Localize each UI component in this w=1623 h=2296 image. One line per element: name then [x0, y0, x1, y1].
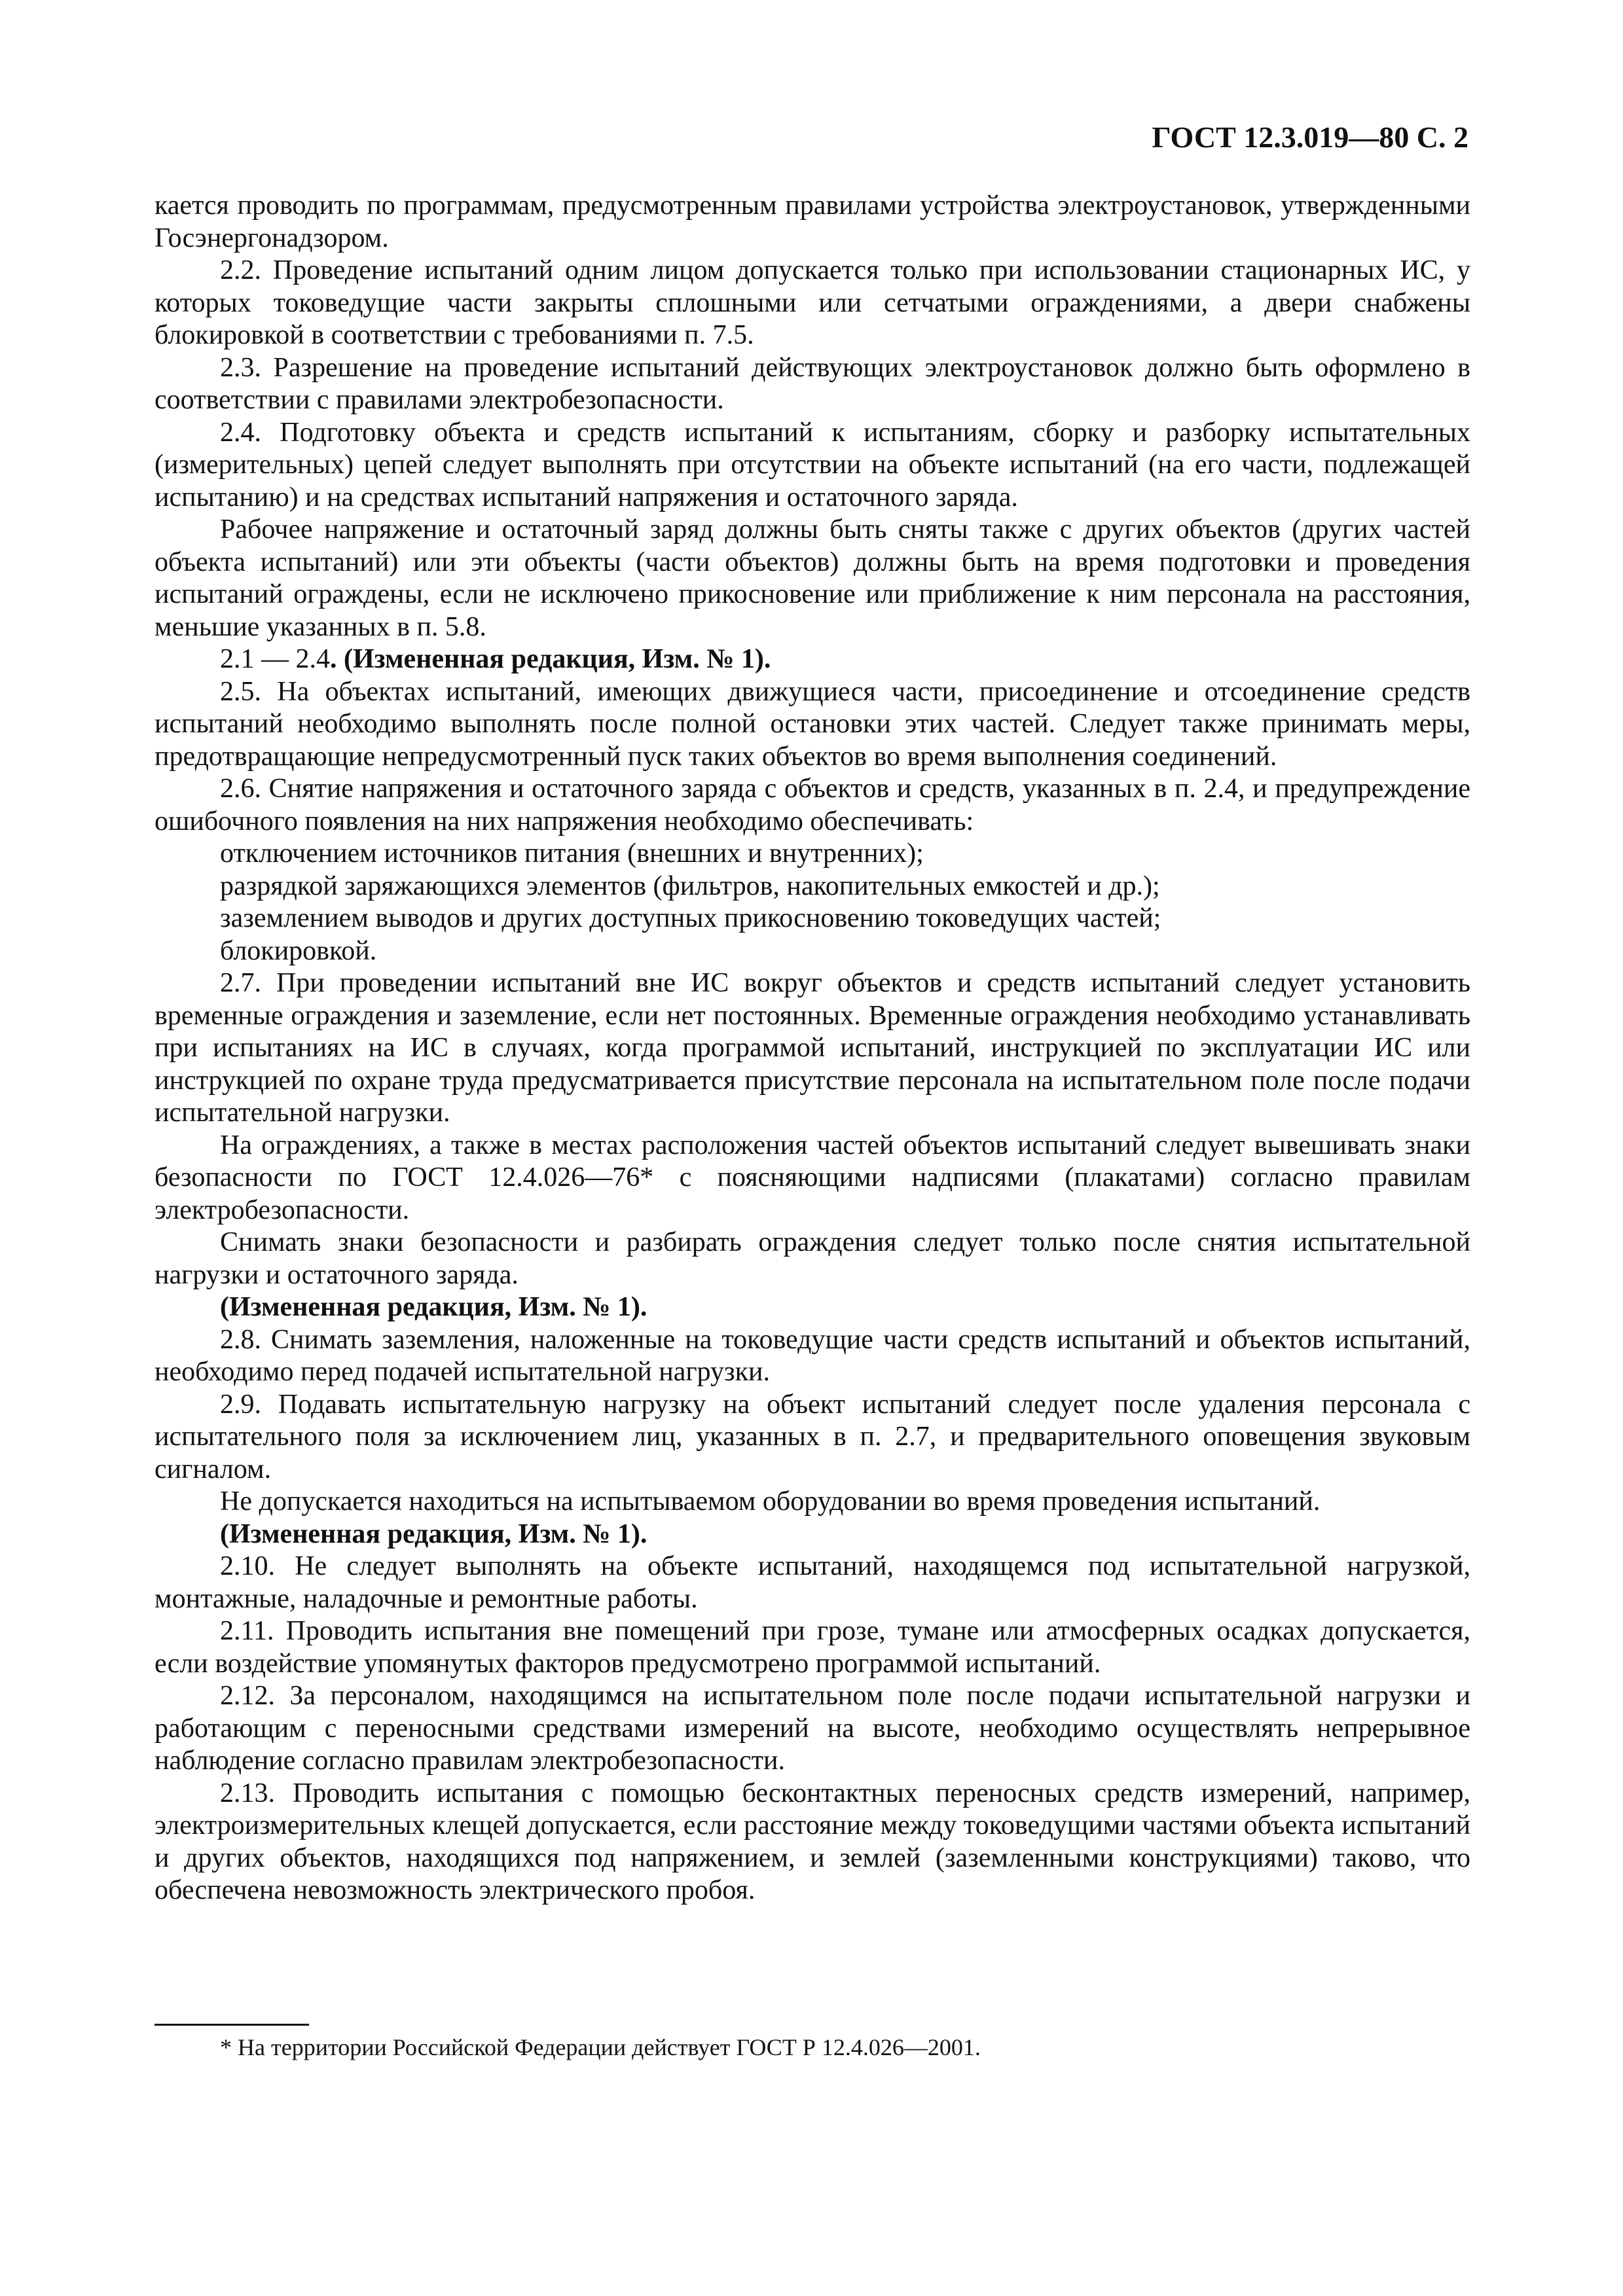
- paragraph-2-2: 2.2. Проведение испытаний одним лицом допускается только при использовании стационарных ИС, у которых токоведущие части закрыты сплошными или сетчатыми ограждениями, а двери снабжены блокировкой в соответствии с требованиями п. 7.5.: [155, 255, 1470, 350]
- paragraph-2-9-cont: Не допускается находиться на испытываемом оборудовании во время проведения испытаний.: [220, 1486, 1321, 1516]
- paragraph-2-13: 2.13. Проводить испытания с помощью бесконтактных переносных средств измерений, например, электроизмерительных клещей допускается, если расстояние между токоведущими частями объекта испытаний и других объектов, находящихся под напряжением, и землей (заземленными конструкциями) таково, что обеспечена невозможность электрического пробоя.: [155, 1778, 1470, 1905]
- list-item: отключением источников питания (внешних и внутренних);: [220, 838, 924, 869]
- paragraph-continuation: кается проводить по программам, предусмотренным правилами устройства электроустановок, утвержденными Госэнергонадзором.: [155, 190, 1470, 253]
- paragraph-2-5: 2.5. На объектах испытаний, имеющих движущиеся части, присоединение и отсоединение средств испытаний необходимо выполнять после полной остановки этих частей. Следует также принимать меры, предотвращающие непредусмотренный пуск таких объектов во время выполнения соединений.: [155, 676, 1470, 772]
- list-item: заземлением выводов и других доступных прикосновению токоведущих частей;: [220, 903, 1161, 933]
- paragraph-2-6: 2.6. Снятие напряжения и остаточного заряда с объектов и средств, указанных в п. 2.4, и предупреждение ошибочного появления на них напряжения необходимо обеспечивать:: [155, 774, 1470, 836]
- amendment-range: 2.1 — 2.4: [220, 644, 330, 674]
- amendment-note: (Измененная редакция, Изм. № 1).: [220, 1292, 647, 1322]
- list-item: разрядкой заряжающихся элементов (фильтров, накопительных емкостей и др.);: [220, 870, 1160, 901]
- paragraph-2-11: 2.11. Проводить испытания вне помещений при грозе, тумане или атмосферных осадках допускается, если воздействие упомянутых факторов предусмотрено программой испытаний.: [155, 1616, 1470, 1679]
- paragraph-2-4-cont: Рабочее напряжение и остаточный заряд должны быть сняты также с других объектов (других частей объекта испытаний) или эти объекты (части объектов) должны быть на время подготовки и проведения испытаний ограждены, если не исключено прикосновение или приближение к ним персонала на расстояния, меньшие указанных в п. 5.8.: [155, 514, 1470, 642]
- list-item: блокировкой.: [220, 935, 377, 966]
- paragraph-2-9: 2.9. Подавать испытательную нагрузку на объект испытаний следует после удаления персонала с испытательного поля за исключением лиц, указанных в п. 2.7, и предварительного оповещения звуковым сигналом.: [155, 1389, 1470, 1484]
- paragraph-2-4: 2.4. Подготовку объекта и средств испытаний к испытаниям, сборку и разборку испытательных (измерительных) цепей следует выполнять при отсутствии на объекте испытаний (на его части, подлежащей испытанию) и на средствах испытаний напряжения и остаточного заряда.: [155, 417, 1470, 512]
- amendment-note: (Измененная редакция, Изм. № 1).: [220, 1518, 647, 1549]
- document-body: [155, 190, 1470, 1907]
- amendment-label: . (Измененная редакция, Изм. № 1).: [330, 644, 771, 674]
- page-header: ГОСТ 12.3.019—80 С. 2: [1152, 120, 1468, 154]
- footnote-divider: [155, 2024, 309, 2026]
- footnote: * На территории Российской Федерации действует ГОСТ Р 12.4.026—2001.: [220, 2034, 981, 2060]
- paragraph-2-7-removal: Снимать знаки безопасности и разбирать ограждения следует только после снятия испытательной нагрузки и остаточного заряда.: [155, 1227, 1470, 1290]
- paragraph-2-8: 2.8. Снимать заземления, наложенные на токоведущие части средств испытаний и объектов испытаний, необходимо перед подачей испытательной нагрузки.: [155, 1324, 1470, 1387]
- paragraph-2-7-signs: На ограждениях, а также в местах расположения частей объектов испытаний следует вывешивать знаки безопасности по ГОСТ 12.4.026—76* с поясняющими надписями (плакатами) согласно правилам электробезопасности.: [155, 1130, 1470, 1225]
- paragraph-2-3: 2.3. Разрешение на проведение испытаний действующих электроустановок должно быть оформлено в соответствии с правилами электробезопасности.: [155, 352, 1470, 415]
- paragraph-2-10: 2.10. Не следует выполнять на объекте испытаний, находящемся под испытательной нагрузкой, монтажные, наладочные и ремонтные работы.: [155, 1551, 1470, 1614]
- paragraph-2-7: 2.7. При проведении испытаний вне ИС вокруг объектов и средств испытаний следует установить временные ограждения и заземление, если нет постоянных. Временные ограждения необходимо устанавливать при испытаниях на ИС в случаях, когда программой испытаний, инструкцией по эксплуатации ИС или инструкцией по охране труда предусматривается присутствие персонала на испытательном поле после подачи испытательной нагрузки.: [155, 968, 1470, 1128]
- paragraph-2-12: 2.12. За персоналом, находящимся на испытательном поле после подачи испытательной нагрузки и работающим с переносными средствами измерений на высоте, необходимо осуществлять непрерывное наблюдение согласно правилам электробезопасности.: [155, 1681, 1470, 1776]
- amendment-note-2-1-2-4: [155, 643, 1470, 676]
